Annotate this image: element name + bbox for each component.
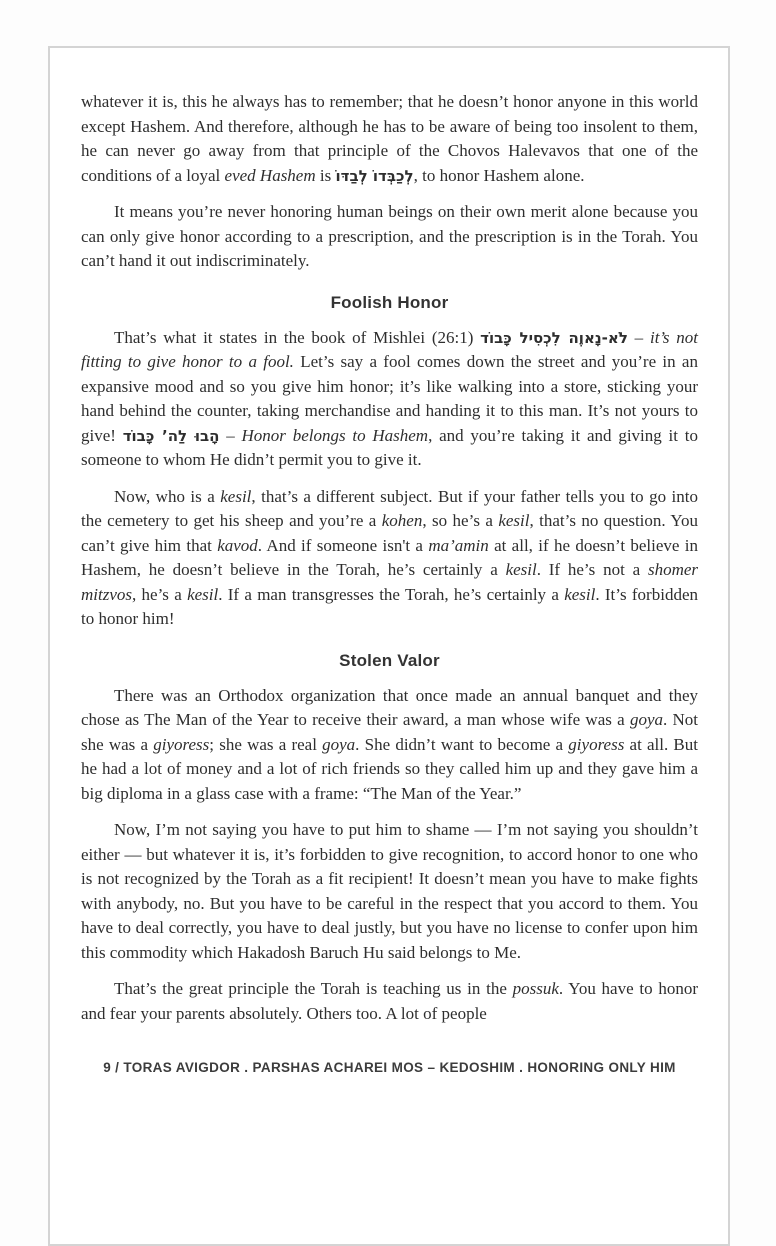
text-run: That’s what it states in the book of Mishlei (26:1) bbox=[114, 327, 481, 347]
italic-term: eved Hashem bbox=[224, 165, 316, 185]
italic-term: giyoress bbox=[568, 734, 625, 754]
italic-term: kesil bbox=[505, 560, 537, 579]
italic-term: ma’amin bbox=[428, 535, 489, 555]
body-paragraph-7 bbox=[81, 977, 698, 1026]
page-content bbox=[50, 48, 728, 1075]
body-paragraph-1 bbox=[81, 90, 698, 188]
text-run: . Not she was a bbox=[81, 710, 698, 754]
text-run: . If he’s not a bbox=[536, 560, 648, 579]
italic-term: giyoress bbox=[153, 734, 210, 754]
text-run: at all. But he had a lot of money and a lot of rich friends so they called him up and they gave him a big diploma in a glass case with a frame: “The Man of the Year.” bbox=[81, 734, 698, 803]
text-run: – bbox=[219, 425, 242, 445]
text-run: . And if someone isn't a bbox=[257, 535, 429, 555]
text-run: at all, if he doesn’t believe in Hashem, he doesn’t believe in the Torah, he’s certainly a bbox=[81, 535, 699, 579]
italic-term: it’s not fitting to give honor to a fool. bbox=[81, 327, 698, 371]
italic-term: kesil bbox=[564, 584, 596, 604]
italic-term: kohen bbox=[381, 511, 423, 530]
text-run: ; she was a real bbox=[209, 734, 323, 754]
body-paragraph-3 bbox=[81, 326, 698, 473]
hebrew-phrase: הָבוּ לַה’ כָּבוֹד bbox=[122, 426, 220, 445]
italic-term: kesil bbox=[220, 486, 252, 506]
text-run: , and you’re taking it and giving it to someone to whom He didn’t permit you to give it. bbox=[81, 425, 698, 469]
text-run: Now, I’m not saying you have to put him to shame — I’m not saying you shouldn’t either — but whatever it is, it’s forbidden to give recognition, to accord honor to one who is not recognized by the Torah as a fit recipient! It doesn’t mean you have to make fights with anybody, no. But you have to be careful in the respect that you accord to them. You have to deal correctly, you have to deal justly, but you have no license to confer upon him this commodity which Hakadosh Baruch Hu said belongs to Me. bbox=[81, 820, 698, 962]
text-run: – bbox=[627, 327, 650, 347]
italic-term: goya bbox=[629, 710, 663, 729]
italic-term: shomer mitzvos bbox=[81, 560, 699, 604]
text-run: . If a man transgresses the Torah, he’s certainly a bbox=[218, 584, 565, 604]
body-paragraph-5 bbox=[81, 684, 698, 807]
body-paragraph-4 bbox=[81, 485, 698, 632]
text-run: Now, who is a bbox=[114, 486, 221, 506]
text-run: , so he’s a bbox=[422, 511, 499, 530]
text-run: There was an Orthodox organization that once made an annual banquet and they chose as The Man of the Year to receive their award, a man whose wife was a bbox=[81, 685, 698, 729]
italic-term: Honor belongs to Hashem bbox=[241, 425, 429, 445]
italic-term: kesil bbox=[187, 584, 219, 604]
text-run: whatever it is, this he always has to remember; that he doesn’t honor anyone in this world except Hashem. And therefore, although he has to be aware of being too insolent to them, he can never go away from that principle of the Chovos Halevavos that one of the conditions of a loyal bbox=[81, 92, 698, 185]
text-run: . She didn’t want to become a bbox=[355, 734, 569, 754]
hebrew-phrase: לֹא-נָאוֶה לִכְסִיל כָּבוֹד bbox=[480, 328, 628, 347]
text-run: , he’s a bbox=[132, 584, 188, 604]
text-run: That’s the great principle the Torah is teaching us in the bbox=[114, 979, 513, 998]
text-run: , that’s a different subject. But if your father tells you to go into the cemetery to get his sheep and you’re a bbox=[81, 486, 698, 530]
text-run: . You have to honor and fear your parents absolutely. Others too. A lot of people bbox=[81, 979, 698, 1023]
body-paragraph-6 bbox=[81, 818, 698, 965]
document-page bbox=[48, 46, 730, 1246]
italic-term: possuk bbox=[512, 979, 559, 998]
hebrew-phrase: לְכַבְּדוֹ לְבַדּוֹ bbox=[335, 166, 414, 185]
body-paragraph-2 bbox=[81, 200, 698, 274]
text-run: It means you’re never honoring human beings on their own merit alone because you can only give honor according to a prescription, and the prescription is in the Torah. You can’t hand it out indiscriminately. bbox=[81, 202, 698, 270]
page-footer: 9 / TORAS AVIGDOR . PARSHAS ACHAREI MOS – KEDOSHIM . HONORING ONLY HIM bbox=[103, 1060, 676, 1075]
text-run: . It’s forbidden to honor him! bbox=[81, 584, 698, 628]
text-run: is bbox=[315, 165, 336, 185]
text-run: , that’s no question. You can’t give him that bbox=[81, 511, 698, 555]
italic-term: goya bbox=[322, 734, 356, 754]
section-heading-stolen-valor: Stolen Valor bbox=[339, 650, 440, 670]
text-run: , to honor Hashem alone. bbox=[413, 165, 585, 185]
text-run: Let’s say a fool comes down the street and you’re in an expansive mood and so you give him honor; it’s like walking into a store, sticking your hand behind the counter, taking merchandise and handing it to this man. It’s not yours to give! bbox=[81, 352, 698, 445]
italic-term: kavod bbox=[217, 535, 258, 555]
italic-term: kesil bbox=[498, 511, 530, 530]
section-heading-foolish-honor: Foolish Honor bbox=[330, 292, 449, 312]
